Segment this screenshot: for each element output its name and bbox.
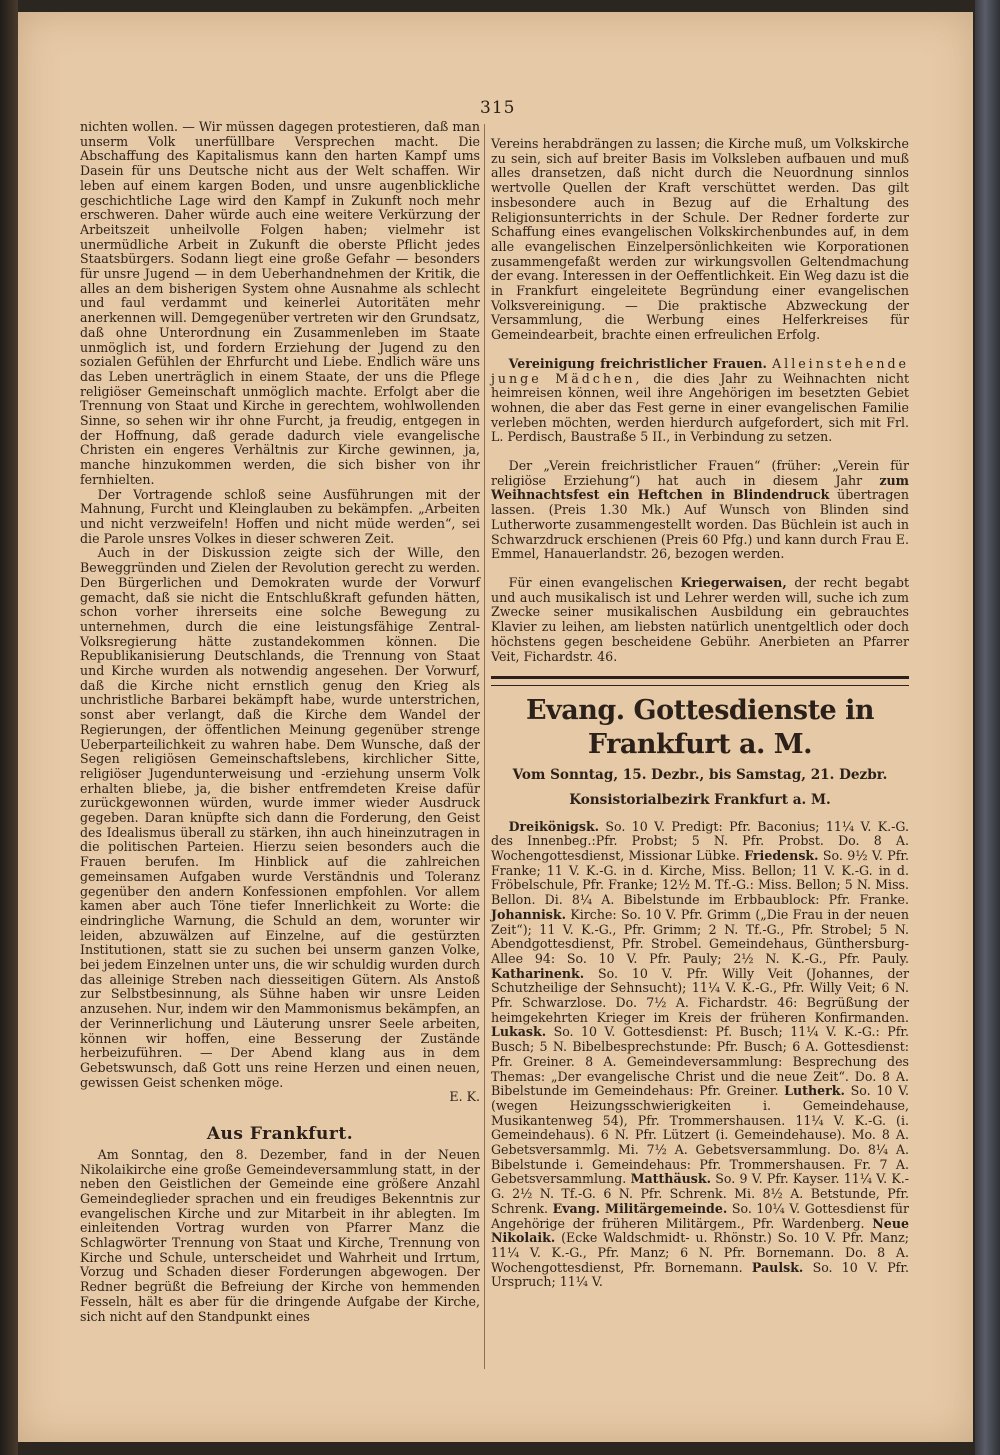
notice-highlight: Kriegerwaisen,: [680, 574, 787, 590]
service-listing: [491, 820, 909, 1291]
church-name: Dreikönigsk.: [508, 818, 600, 834]
church-name: Johannisk.: [491, 906, 566, 922]
notice-text: Der „Verein freichristlicher Frauen“ (früher: „Verein für religiöse Erziehung“) hat auch in diesem Jahr: [491, 458, 909, 488]
article-paragraph: Am Sonntag, den 8. Dezember, fand in der Neuen Nikolaikirche eine große Gemeindeversammlung statt, in der neben den Geistlichen der Gemeinde eine größere Anzahl Gemeindeglieder sprachen und ein freudiges Bekenntnis zur evangelischen Kirche und zur Mitarbeit in ihr ablegten. Im einleitenden Vortrag wurden von Pfarrer Manz die Schlagwörter Trennung von Staat und Kirche, Trennung von Kirche und Schule, unterscheidet und Wahrheit und Irrtum, Vorzug und Schaden dieser Forderungen abgewogen. Der Redner begrüßt die Befreiung der Kirche von hemmenden Fesseln, hält es aber für die dringende Aufgabe der Kirche, sich nicht auf den Standpunkt eines: [80, 1146, 480, 1324]
left-page-edge: [0, 0, 18, 1455]
article-paragraph: Vereins herabdrängen zu lassen; die Kirche muß, um Volkskirche zu sein, sich auf breiter Basis im Volksleben aufbauen und muß alles dransetzen, daß nicht durch die Neuordnung sinnlos wertvolle Quellen der Kraft verschüttet werden. Das gilt insbesondere auch in Bezug auf die Erhaltung des Religionsunterrichts in der Schule. Der Redner forderte zur Schaffung eines evangelischen Volkskirchenbundes auf, in dem alle evangelischen Einzelpersönlichkeiten wie Korporationen zusammengefaßt werden zur wirkungsvollen Geltendmachung der evang. Interessen in der Oeffentlichkeit. Ein Weg dazu ist die in Frankfurt eingeleitete Begründung einer evangelischen Volksvereinigung. — Die praktische Abzweckung der Versammlung, die Werbung eines Helferkreises für Gemeindearbeit, brachte einen erfreulichen Erfolg.: [491, 136, 909, 343]
newspaper-page: [18, 12, 973, 1442]
service-times: So. 10 V. Predigt: Pfr. Baconius; 11¼ V. K.-G. des Innenbeg.:Pfr. Probst; 5 N. Pfr. Probst. Do. 8 A. Wochengottesdienst, Missionar Lübke.: [491, 818, 909, 864]
notice-text: die dies Jahr zu Weihnachten nicht heimreisen können, weil ihre Angehörigen im besetzten Gebiet wohnen, die aber das Fest gerne in einer evangelischen Familie verleben möchten, werden hierdurch aufgefordert, sich mit Frl. L. Perdisch, Baustraße 5 II., in Verbindung zu setzen.: [491, 370, 909, 445]
service-times: So. 9 V. Pfr. Kayser. 11¼ V. K.-G. 2½ N. Tf.-G. 6 N. Pfr. Schrenk. Mi. 8½ A. Betstunde, Pfr. Schrenk.: [491, 1171, 909, 1216]
church-name: Friedensk.: [744, 848, 819, 864]
article-paragraph: Auch in der Diskussion zeigte sich der Wille, den Beweggründen und Zielen der Revolution gerecht zu werden. Den Bürgerlichen und Demokraten wurde der Vorwurf gemacht, daß sie nicht die Entschlußkraft gefunden hätten, schon vorher ihrerseits eine solche Bewegung zu unternehmen, durch die eine leistungsfähige Zentral-Volksregierung hätte zustandekommen können. Die Republikanisierung Deutschlands, die Trennung von Staat und Kirche wurden als notwendig angesehen. Der Vorwurf, daß die Kirche nicht ernstlich genug den Krieg als unchristliche Barbarei bekämpft habe, wurde unterstrichen, sonst aber verlangt, daß die Kirche dem Wandel der Regierungen, der öffentlichen Meinung gegenüber strenge Ueberparteilichkeit zu wahren habe. Dem Wunsche, daß der Segen religiösen Gemeinschaftslebens, kirchlicher Sitte, religiöser Jugendunterweisung und -erziehung unserm Volk erhalten bliebe, ja, die bisher entfremdeten Kreise dafür zurückgewonnen würden, wurde immer wieder Ausdruck gegeben. Daran knüpfte sich dann die Forderung, den Geist des Idealismus überall zu stärken, ihn auch hineinzutragen in die politischen Parteien. Hierzu seien besonders auch die Frauen berufen. Im Hinblick auf die zahlreichen gemeinsamen Aufgaben wurde Verständnis und Toleranz gegenüber den andern Konfessionen empfohlen. Vor allem kamen aber auch Töne tiefer Innerlichkeit zu Worte: die eindringliche Warnung, die Schuld an dem, worunter wir leiden, abzuwälzen auf Einzelne, auf die gestürzten Institutionen, statt sie zu suchen bei unserm ganzen Volke, bei jedem Einzelnen unter uns, die wir schuldig wurden durch das alleinige Streben nach diesseitigen Gütern. Als Anstoß zur Selbstbesinnung, als Sühne haben wir unsre Leiden anzusehen. Nur, indem wir den Mammonismus bekämpfen, an der Verinnerlichung und Läuterung unsrer Seele arbeiten, können wir hoffen, eine Besserung der Zustände herbeizuführen. — Der Abend klang aus in dem Gebetswunsch, daß Gott uns reine Herzen und einen neuen, gewissen Geist schenken möge.: [80, 545, 480, 1090]
notice-text: übertragen lassen. (Preis 1.30 Mk.) Auf Wunsch von Blinden sind Lutherworte zusammengestellt worden. Das Büchlein ist auch in Schwarzdruck erschienen (Preis 60 Pfg.) und kann durch Frau E. Emmel, Hanauerlandstr. 26, bezogen werden.: [491, 487, 909, 562]
services-district: Konsistorialbezirk Frankfurt a. M.: [569, 791, 831, 808]
page-number: 315: [480, 98, 516, 118]
service-times: So. 10 V. Pfr. Urspruch; 11¼ V.: [491, 1259, 909, 1290]
article-paragraph: Der Vortragende schloß seine Ausführungen mit der Mahnung, Furcht und Kleinglauben zu bekämpfen. „Arbeiten und nicht verzweifeln! Hoffen und nicht müde werden“, sei die Parole unsres Volkes in dieser schweren Zeit.: [80, 486, 480, 546]
notice-title: Vereinigung freichristlicher Frauen.: [508, 355, 767, 371]
service-times: So. 10 V. Gottesdienst: Pf. Busch; 11¼ V. K.-G.: Pfr. Busch; 5 N. Bibelbesprechstunde: Pfr. Busch; 6 A. Gottesdienst: Pfr. Greiner. 8 A. Gemeindeversammlung: Besprechung des Themas: „Der evangelische Christ und die neue Zeit“. Do. 8 A. Bibelstunde im Gemeindehaus: Pfr. Greiner.: [491, 1024, 909, 1099]
church-name: Lutherk.: [784, 1083, 845, 1099]
service-times: So. 10¼ V. Gottesdienst für Angehörige der früheren Militärgem., Pfr. Wardenberg.: [491, 1200, 909, 1231]
services-title: Evang. Gottesdienste in Frankfurt a. M.: [525, 695, 875, 761]
notice-verein: [491, 357, 909, 445]
church-name: Neue Nikolaik.: [491, 1215, 909, 1246]
church-name: Paulsk.: [751, 1259, 804, 1275]
service-times: Kirche: So. 10 V. Pfr. Grimm („Die Frau in der neuen Zeit“); 11 V. K.-G., Pfr. Grimm; 2 N. Tf.-G., Pfr. Strobel; 5 N. Abendgottesdienst, Pfr. Strobel. Gemeindehaus, Günthersburg-Allee 94: So. 10 V. Pfr. Pauly; 2½ N. K.-G., Pfr. Pauly.: [491, 906, 909, 966]
left-column: [80, 120, 480, 1324]
church-name: Katharinenk.: [491, 965, 585, 981]
notice-lead: Alleinstehende junge Mädchen,: [491, 355, 909, 386]
church-name: Matthäusk.: [630, 1171, 711, 1187]
notice-kriegerwaisen: [491, 576, 909, 664]
notice-blindendruck: [491, 459, 909, 562]
right-column: [491, 137, 909, 1290]
notice-highlight: zum Weihnachtsfest ein Heftchen in Blindendruck: [491, 472, 909, 503]
section-heading: Aus Frankfurt.: [206, 1124, 354, 1145]
service-times: So. 10 V. (wegen Heizungsschwierigkeiten i. Gemeindehause, Musikantenweg 54), Pfr. Trommershausen. 11¼ V. K.-G. (i. Gemeindehaus). 6 N. Pfr. Lützert (i. Gemeindehause). Mo. 8 A. Gebetsversammlg. Mi. 7½ A. Gebetsversammlung. Do. 8¼ A. Bibelstunde i. Gemeindehaus: Pfr. Trommershausen. Fr. 7 A. Gebetsversammlung.: [491, 1083, 909, 1187]
notice-text: der recht begabt und auch musikalisch ist und Lehrer werden will, suche ich zum Zwecke seiner musikalischen Ausbildung ein gebrauchtes Klavier zu leihen, am liebsten natürlich unentgeltlich oder doch höchstens gegen bescheidene Gebühr. Anerbieten an Pfarrer Veit, Fichardstr. 46.: [491, 574, 910, 664]
service-times: So. 9½ V. Pfr. Franke; 11 V. K.-G. in d. Kirche, Miss. Bellon; 11 V. K.-G. in d. Fröbelschule, Pfr. Franke; 12½ M. Tf.-G.: Miss. Bellon; 5 N. Miss. Bellon. Di. 8¼ A. Bibelstunde im Erbbaublock: Pfr. Franke.: [491, 848, 909, 908]
service-times: So. 10 V. Pfr. Willy Veit (Johannes, der Schutzheilige der Sehnsucht); 11¼ V. K.-G., Pfr. Willy Veit; 6 N. Pfr. Schwarzlose. Do. 7½ A. Fichardstr. 46: Begrüßung der heimgekehrten Krieger im Kreis der früheren Konfirmanden.: [491, 965, 909, 1025]
services-dates: Vom Sonntag, 15. Dezbr., bis Samstag, 21. Dezbr.: [512, 767, 888, 784]
section-rule-thin: [491, 685, 909, 686]
article-signature: E. K.: [449, 1089, 480, 1105]
column-divider: [484, 124, 485, 1369]
section-rule: [491, 676, 909, 679]
article-paragraph: nichten wollen. — Wir müssen dagegen protestieren, daß man unserm Volk unerfüllbare Versprechen macht. Die Abschaffung des Kapitalismus kann den harten Kampf ums Dasein für uns Deutsche nicht aus der Welt schaffen. Wir leben auf einem kargen Boden, und unsre augenblickliche geschichtliche Lage wird den Kampf in Zukunft noch mehr erschweren. Daher würde auch eine weitere Verkürzung der Arbeitszeit unheilvolle Folgen haben; vielmehr ist unermüdliche Arbeit in Zukunft die oberste Pflicht jedes Staatsbürgers. Sodann liegt eine große Gefahr — besonders für unsre Jugend — in dem Ueberhandnehmen der Kritik, die alles an dem bisherigen System ohne Ausnahme als schlecht und faul verdammt und keinerlei Autoritäten mehr anerkennen will. Demgegenüber vertreten wir den Grundsatz, daß ohne Unterordnung ein Zusammenleben im Staate unmöglich ist, und fordern Erziehung der Jugend zu den sozialen Gefühlen der Ehrfurcht und Liebe. Endlich wäre uns das Leben unerträglich in einem Staate, der uns die Pflege religiöser Gemeinschaft unmöglich machte. Erfolgt aber die Trennung von Staat und Kirche in gerechtem, wohlwollenden Sinne, so sehen wir ihr ohne Furcht, ja freudig, entgegen in der Hoffnung, daß gerade dadurch viele evangelische Christen ein engeres Verhältnis zur Kirche gewinnen, ja, manche hinzukommen werden, die sich bisher von ihr fernhielten.: [80, 119, 480, 487]
notice-text: Für einen evangelischen: [508, 574, 673, 590]
church-name: Evang. Militärgemeinde.: [552, 1200, 728, 1216]
book-binding: [975, 0, 1000, 1455]
church-name: Lukask.: [491, 1024, 547, 1040]
service-times: (Ecke Waldschmidt- u. Rhönstr.) So. 10 V. Pfr. Manz; 11¼ V. K.-G., Pfr. Manz; 6 N. Pfr. Bornemann. Do. 8 A. Wochengottesdienst, Pfr. Bornemann.: [491, 1230, 909, 1275]
